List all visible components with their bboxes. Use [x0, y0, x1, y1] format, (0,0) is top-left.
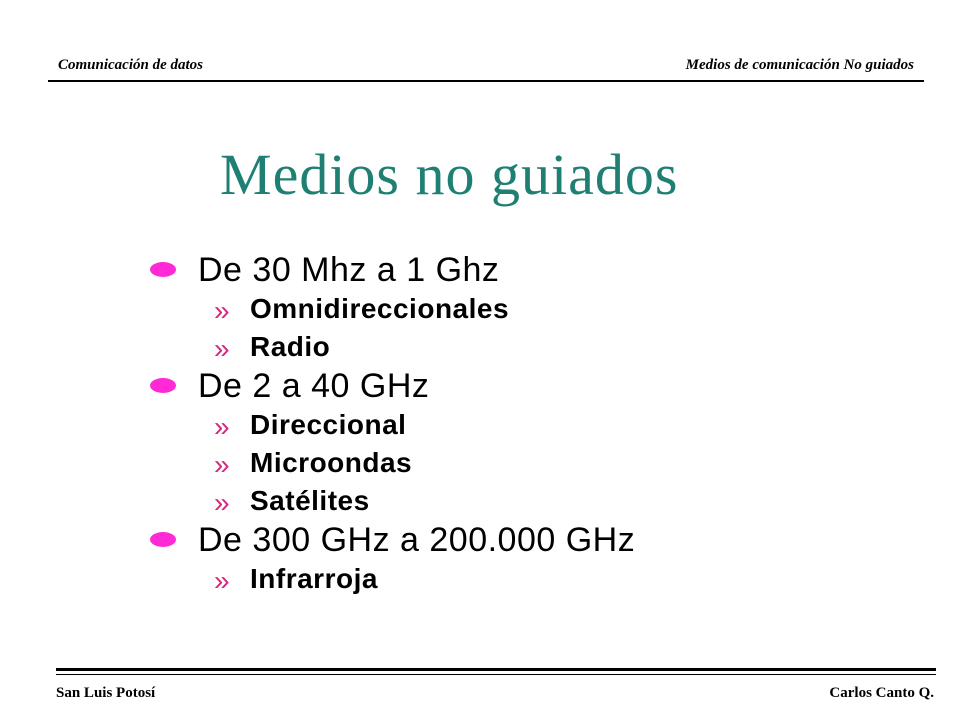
subitem [150, 444, 870, 482]
pink-dot-bullet-icon [150, 262, 176, 277]
bullet-text: De 30 Mhz a 1 Ghz [198, 251, 500, 289]
subitem-text: Radio [250, 331, 331, 362]
footer-location: San Luis Potosí [56, 685, 156, 701]
slide-title: Medios no guiados [220, 142, 679, 207]
header-topic-title: Medios de comunicación No guiados [685, 57, 914, 73]
footer-author: Carlos Canto Q. [829, 685, 934, 701]
raquo-marker-icon: » [214, 295, 230, 326]
raquo-marker-icon: » [214, 449, 230, 480]
bullet-text: De 2 a 40 GHz [198, 367, 430, 405]
subitem-text: Satélites [250, 485, 370, 516]
pink-dot-bullet-icon [150, 532, 176, 547]
slide-footer [56, 664, 936, 704]
subitem [150, 482, 870, 520]
header-divider [48, 80, 924, 82]
subitem-text: Omnidireccionales [250, 293, 510, 324]
slide-header [48, 48, 924, 88]
subitem [150, 560, 870, 598]
subitem [150, 290, 870, 328]
footer-divider-thick [56, 668, 936, 671]
bullet-list [150, 250, 870, 598]
raquo-marker-icon: » [214, 411, 230, 442]
subitem-text: Direccional [250, 409, 407, 440]
footer-divider-thin [56, 674, 936, 675]
bullet-item [150, 520, 870, 560]
pink-dot-bullet-icon [150, 378, 176, 393]
raquo-marker-icon: » [214, 487, 230, 518]
raquo-marker-icon: » [214, 565, 230, 596]
subitem-text: Microondas [250, 447, 413, 478]
subitem [150, 328, 870, 366]
subitem-text: Infrarroja [250, 563, 378, 594]
bullet-item [150, 250, 870, 290]
header-course-title: Comunicación de datos [58, 57, 204, 73]
bullet-item [150, 366, 870, 406]
subitem [150, 406, 870, 444]
raquo-marker-icon: » [214, 333, 230, 364]
bullet-text: De 300 GHz a 200.000 GHz [198, 521, 636, 559]
